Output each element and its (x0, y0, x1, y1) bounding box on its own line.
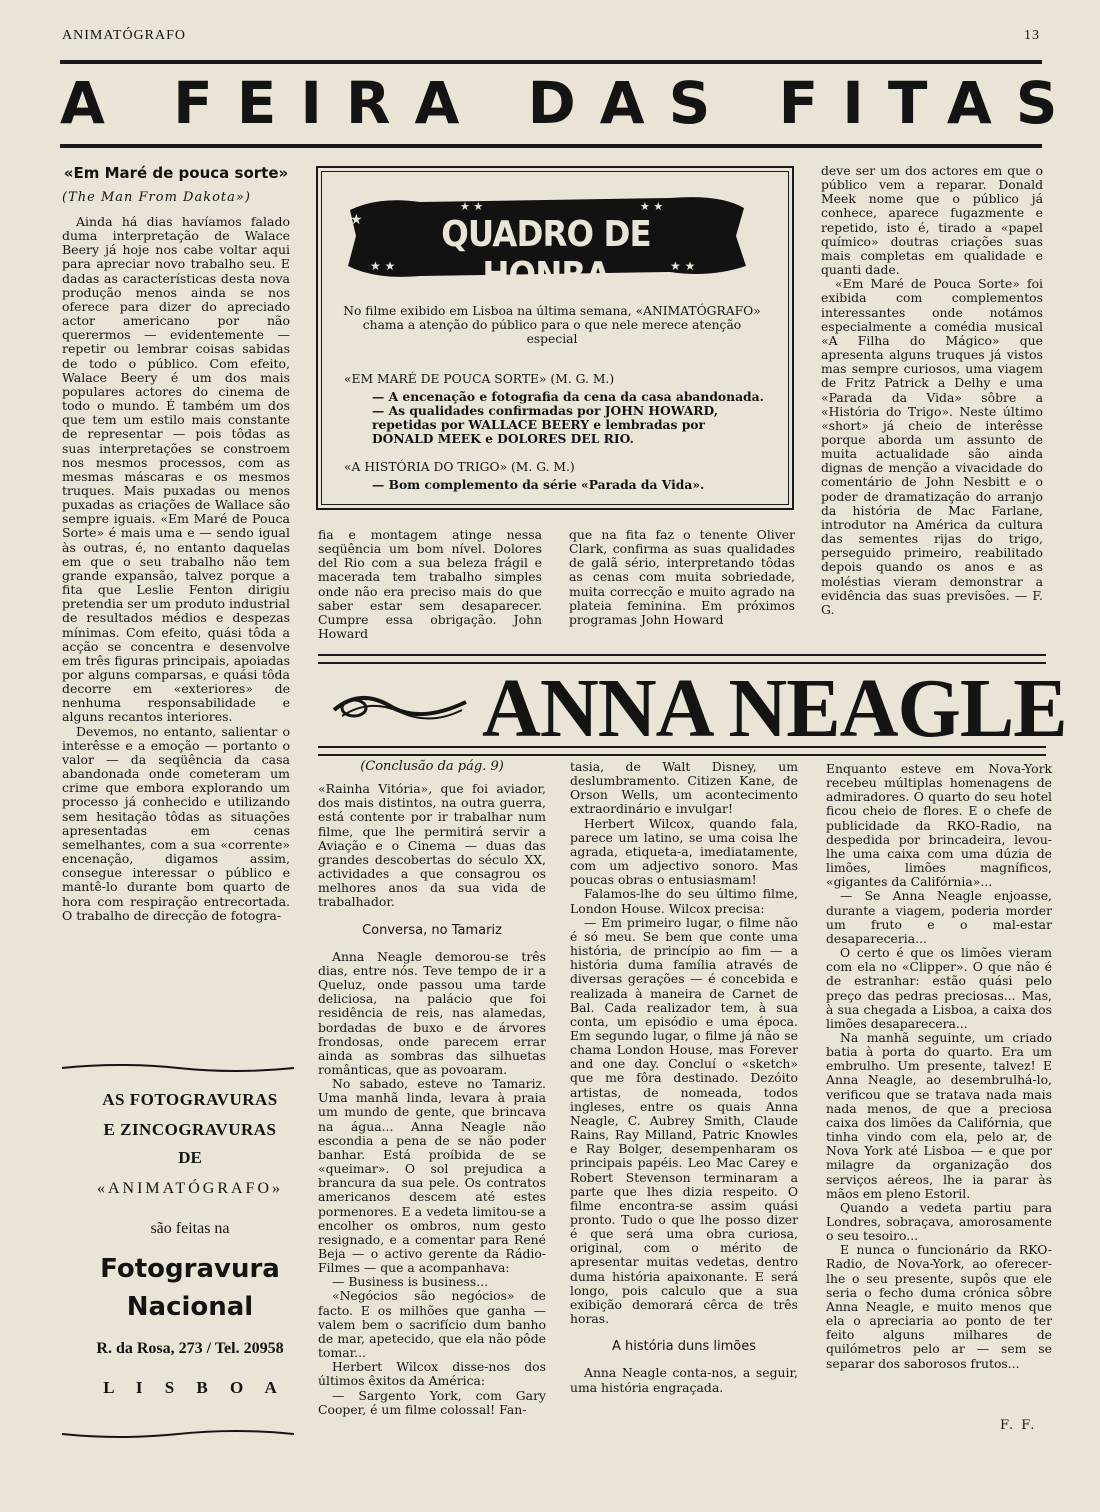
svg-text:★ ★: ★ ★ (460, 200, 484, 213)
review-paragraph: que na fita faz o tenente Oliver Clark, confirma as suas qualidades de galã sério, interpretando tôdas as cenas com muita sobriedade, muita correcção e muito agrado na plateia feminina. Em próximos programas John Howard (569, 527, 795, 627)
review-paragraph: Devemos, no entanto, salientar o interêsse e a emoção — portanto o valor — da seqüência da casa abandonada onde cometeram um crime que embora explorando um processo já conhecido e utilizando sem hesitação tôdas as situações apresentadas em cenas semelhantes, com a sua «corrente» encenação, digamos assim, consegue interessar o público e mantê-lo durante bom quarto de hora com respiração entrecortada. O trabalho de direcção de fotogra- (62, 723, 290, 923)
review-paragraph: «Em Maré de Pouca Sorte» foi exibida com complementos interessantes onde notámos especialmente a comédia musical «A Filha do Mágico» que apresenta alguns truques já vistos mas sempre curiosos, uma viagem de Fritz Patrick a Delhy e uma «Parada da Vida» sôbre a «História do Trigo». Neste último «short» já cheio de interêsse porque aborda um assunto de muita actualidade são ainda dignas de menção a vivacidade do comentário de John Nesbitt e o poder de dramatização do arranjo da história de Mac Farlane, introdutor na América da cultura das sementes rijas do trigo, perseguido primeiro, reabilitado depois quando os anos e as moléstias vieram demonstrar a evidência das suas previsões. — F. G. (821, 276, 1043, 617)
svg-text:★ ★: ★ ★ (640, 200, 664, 213)
subheading: Conversa, no Tamariz (362, 922, 502, 938)
article-paragraph: Herbert Wilcox, quando fala, parece um latino, se uma coisa lhe agrada, etiqueta-a, imediatamente, com um adjectivo sonoro. Mas poucas obras o entusiasmam! (570, 815, 798, 888)
ornament-icon (330, 684, 470, 728)
article-paragraph: Falamos-lhe do seu último filme, London House. Wilcox precisa: (570, 886, 798, 916)
review-column-2 (318, 528, 542, 641)
article-column-1 (318, 760, 546, 1417)
honor-box-item: — As qualidades confirmadas por JOHN HOWARD, repetidas por WALLACE BEERY e lembradas por DONALD MEEK e DOLORES DEL RIO. (372, 403, 719, 446)
article-title: ANNA NEAGLE (482, 662, 1067, 755)
article-paragraph: Anna Neagle demorou-se três dias, entre nós. Teve tempo de ir a Queluz, onde passou uma tarde deliciosa, na palácio que foi residência de reis, nas alamedas, bordadas de buxo e de árvores frondosas, onde parecem errar ainda as sombras das silhuetas românticas, que as povoaram. (318, 948, 546, 1077)
article-paragraph: «Rainha Vitória», que foi aviador, dos mais distintos, na outra guerra, está contente por ir trabalhar num filme, que lhe permitirá servir a Aviação e o Cinema — duas das grandes descobertas do século XX, actividades a que consagrou os melhores anos da sua vida de trabalhador. (318, 781, 546, 910)
advertisement (62, 1090, 318, 1398)
ad-bottom-ornament (62, 1428, 294, 1440)
top-rule (60, 60, 1042, 64)
article-column-3 (826, 762, 1052, 1371)
section-banner: A FEIRA DAS FITAS (60, 69, 1082, 137)
article-paragraph: O certo é que os limões vieram com ela no «Clipper». O que não é de estranhar: estão quási pelo preço das pedras preciosas... Mas, à sua chegada a Lisboa, a caixa dos limões desaparecera... (826, 945, 1052, 1031)
article-column-2 (570, 760, 798, 1395)
article-title-rule (318, 746, 1046, 756)
article-paragraph: — Sargento York, com Gary Cooper, é um filme colossal! Fan- (318, 1387, 546, 1417)
continuation-note: (Conclusão da pág. 9) (360, 759, 504, 774)
honor-box-intro: No filme exibido em Lisboa na última semana, «ANIMATÓGRAFO» chama a atenção do público para o que nele merece atenção especial (343, 304, 761, 346)
banner-rule (60, 144, 1042, 148)
review-paragraph: deve ser um dos actores em que o público vem a reparar. Donald Meek nome que o público já conhece, aparece fugazmente e repetido, isto é, tirado a «papel químico» doutras criações suas mais completas em qualidade e quanti dade. (821, 163, 1043, 278)
article-paragraph: — Business is business... (332, 1274, 489, 1290)
article-paragraph: E nunca o funcionário da RKO-Radio, de Nova-York, ao oferecer-lhe o seu presente, supôs que ele seria o fecho duma crónica sôbre Anna Neagle, e muito menos que ela o apreciaria ao ponto de ter feito alguns milhares de quilómetros pelo ar — sem se separar dos saborosos frutos... (826, 1242, 1052, 1371)
ad-address: R. da Rosa, 273 / Tel. 20958 (96, 1340, 284, 1357)
svg-text:★ ★: ★ ★ (670, 259, 696, 273)
article-paragraph: tasia, de Walt Disney, um deslumbramento. Citizen Kane, de Orson Wells, um acontecimento extraordinário e invulgar! (570, 759, 798, 817)
ad-line: E ZINCOGRAVURAS (103, 1120, 277, 1139)
ad-top-ornament (62, 1062, 294, 1074)
ad-line: AS FOTOGRAVURAS (102, 1090, 278, 1109)
article-paragraph: «Negócios são negócios» de facto. E os milhões que ganha — valem bem o sacrifício dum banho de mar, apetecido, que ela não pôde tomar... (318, 1288, 546, 1361)
article-signature: F. F. (1000, 1418, 1037, 1433)
article-paragraph: Anna Neagle conta-nos, a seguir, uma história engraçada. (570, 1365, 798, 1395)
review-paragraph: Ainda há dias havíamos falado duma interpretação de Walace Beery já hoje nos cabe voltar aqui para apreciar novo trabalho seu. E dadas as características desta nova produção menos ainda se nos oferece para dizer do apreciado actor americano por não querermos — evidentemente — repetir ou lembrar coisas sabidas de todo o público. Com efeito, Walace Beery é um dos mais populares actores do cinema de todo o mundo. É também um dos que tem um estilo mais constante de representar — pois tôdas as suas interpretações se constroem nos mesmos processos, com as mesmas máscaras e os mesmos truques. Mais puxadas ou menos puxadas as criações de Wallace são sempre iguais. «Em Maré de Pouca Sorte» é mais uma e — sendo igual às outras, é, no entanto daquelas em que o seu trabalho não tem grande expansão, talvez porque a fita que Leslie Fenton dirigiu pretendia ser um produto industrial de resultados médios e despezas mínimas. Com efeito, quási tôda a acção se concentra e desenvolve em três figuras principais, apoiadas por alguns comparsas, e quási tôda decorre em «exteriores» de nenhuma responsabilidade e alguns recantos interiores. (62, 214, 290, 725)
honor-box-item: — Bom complemento da série «Parada da Vida». (372, 477, 705, 492)
honor-box-item: — A encenação e fotografia da cena da casa abandonada. (372, 389, 764, 404)
ad-company: Nacional (126, 1292, 254, 1322)
honor-box-film-1: «EM MARÉ DE POUCA SORTE» (M. G. M.) (344, 372, 615, 386)
article-paragraph: Quando a vedeta partiu para Londres, sobraçava, amorosamente o seu tesoiro... (826, 1199, 1052, 1244)
svg-text:★ ★: ★ ★ (370, 259, 396, 273)
review-original-title: (The Man From Dakota») (62, 190, 251, 205)
review-column-3 (569, 528, 795, 627)
ad-line: são feitas na (150, 1220, 230, 1237)
journal-name: ANIMATÓGRAFO (62, 28, 187, 43)
svg-text:★: ★ (350, 212, 363, 228)
subheading: A história duns limões (611, 1339, 756, 1355)
ad-company: Fotogravura (100, 1254, 280, 1284)
review-title: «Em Maré de pouca sorte» (63, 164, 289, 182)
honor-box-title: QUADRO DE HONRA (441, 214, 651, 296)
review-column-4 (821, 164, 1043, 617)
review-column-1 (62, 164, 290, 923)
article-paragraph: — Em primeiro lugar, o filme não é só meu. Se bem que conte uma história, de princípio ao fim — a história duma família através de diversas gerações — é concebida e realizada à maneira de Carnet de Bal. Cada realizador tem, à sua conta, um episódio e uma época. Em segundo lugar, o filme já não se chama London House, mas Forever and one day. Concluí o «sketch» que me fôra destinado. Dezóito artistas, de nomeada, todos ingleses, entre os quais Anna Neagle, C. Aubrey Smith, Claude Rains, Ray Milland, Patric Knowles e Ray Bolger, desempenharam os principais papéis. Leo Mac Carey e Robert Stevenson terminaram a parte que lhes dizia respeito. O filme encontra-se assim quási pronto. Tudo o que lhe posso dizer é que será uma obra curiosa, original, com o mérito de apresentar muitas vedetas, dentro duma história apaixonante. E será longo, pois calculo que a sua exibição demorará cêrca de três horas. (570, 914, 798, 1327)
article-paragraph: — Se Anna Neagle enjoasse, durante a viagem, poderia morder um fruto e o mal-estar desapareceria... (826, 888, 1052, 946)
page-number: 13 (1024, 28, 1040, 43)
honor-box-film-2: «A HISTÓRIA DO TRIGO» (M. G. M.) (344, 460, 575, 474)
article-paragraph: No sabado, esteve no Tamariz. Uma manhã linda, levara à praia um mundo de gente, que brincava na água... Anna Neagle não escondia a pena de se não poder banhar. Está proíbida de se «queimar». O sol prejudica a brancura da sua pele. Os contratos americanos descem até estes pormenores. E a vedeta limitou-se a encolher os ombros, num gesto resignado, e a comentar para René Beja — o activo gerente da Rádio-Filmes — que a acompanhava: (318, 1076, 546, 1276)
ad-line: «ANIMATÓGRAFO» (96, 1180, 283, 1197)
review-paragraph: fia e montagem atinge nessa seqüência um bom nível. Dolores del Rio com a sua beleza frágil e macerada tem trabalho simples onde não era preciso mais do que saber estar sem desaparecer. Cumpre essa obrigação. John Howard (318, 527, 542, 642)
ad-city: L I S B O A (103, 1378, 277, 1397)
article-paragraph: Na manhã seguinte, um criado batia à porta do quarto. Era um embrulho. Um presente, talvez! E Anna Neagle, ao desembrulhá-lo, verificou que se tratava nada mais nada menos, de que a preciosa caixa dos limões da Califórnia, que tinha vindo com ela, pelo ar, de Nova York até Lisboa — e que por milagre da organização dos serviços aéreos, lhe ia parar às mãos em pleno Estoril. (826, 1029, 1052, 1201)
ad-line: DE (178, 1148, 202, 1167)
article-paragraph: Enquanto esteve em Nova-York recebeu múltiplas homenagens de admiradores. O quarto do seu hotel ficou cheio de flores. E o chefe de publicidade da RKO-Radio, na despedida por brincadeira, levou-lhe uma caixa com uma dúzia de limões, limões magníficos, «gigantes da Califórnia»... (826, 761, 1052, 890)
article-paragraph: Herbert Wilcox disse-nos dos últimos êxitos da América: (318, 1359, 546, 1389)
